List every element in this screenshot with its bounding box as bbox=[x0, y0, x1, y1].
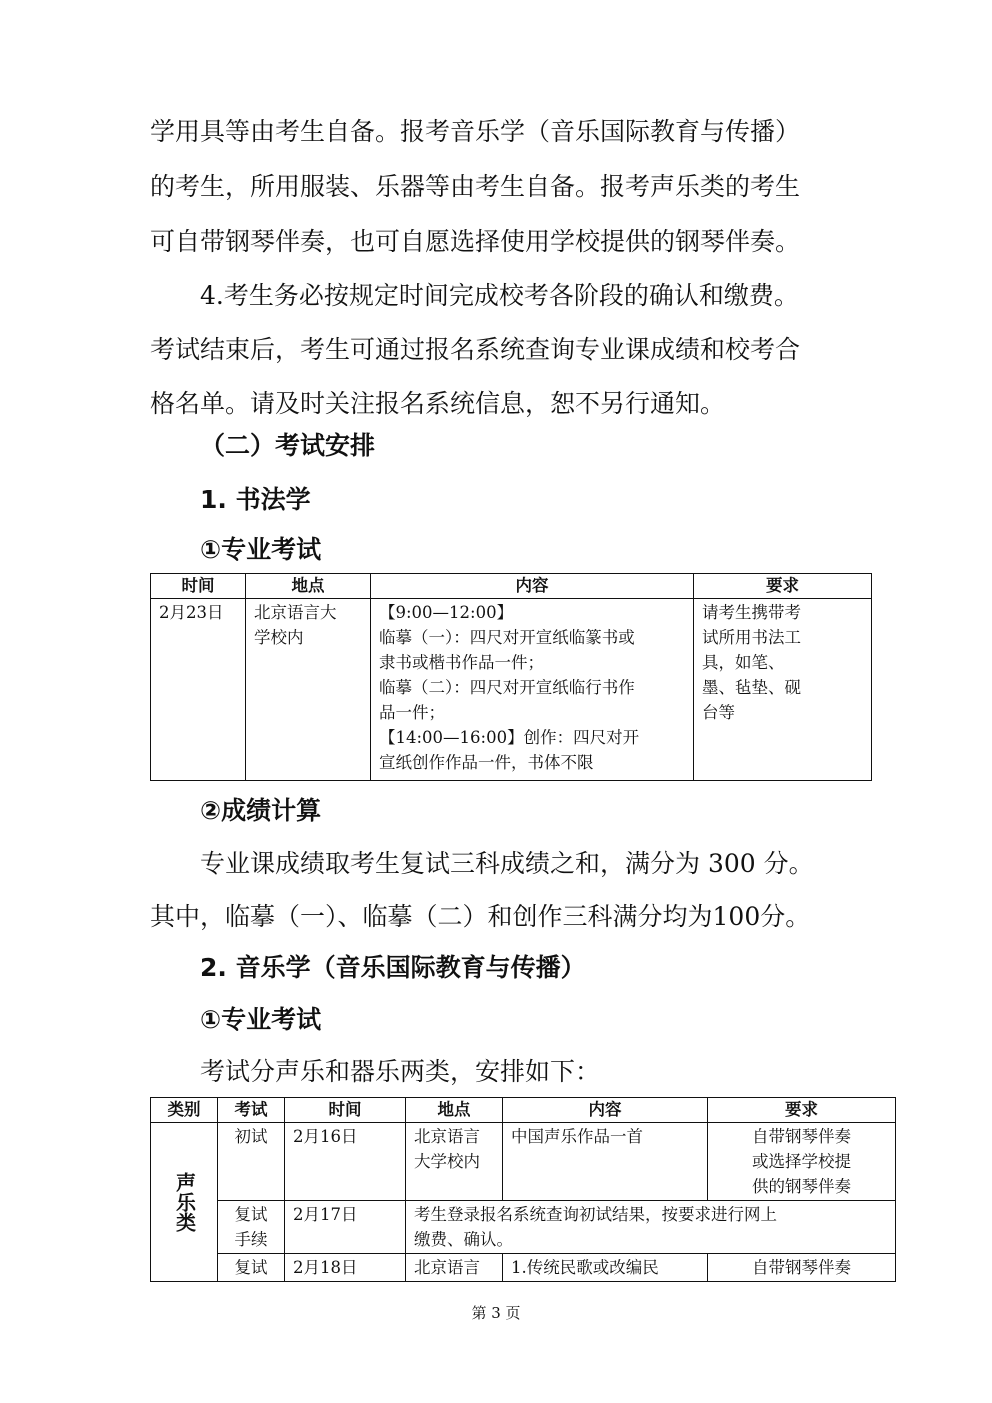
paragraph-line: 可自带钢琴伴奏，也可自愿选择使用学校提供的钢琴伴奏。 bbox=[150, 227, 801, 256]
col-header-place: 地点 bbox=[246, 574, 371, 599]
paragraph-line: 其中，临摹（一）、临摹（二）和创作三科满分均为100分。 bbox=[150, 902, 811, 931]
cell-time: 2月16日 bbox=[285, 1123, 406, 1201]
col-header-time: 时间 bbox=[285, 1098, 406, 1123]
col-header-exam: 考试 bbox=[218, 1098, 285, 1123]
paragraph-line: 格名单。请及时关注报名系统信息，恕不另行通知。 bbox=[150, 389, 726, 418]
cell-time: 2月17日 bbox=[285, 1201, 406, 1254]
cell-exam: 初试 bbox=[218, 1123, 285, 1201]
col-header-requirement: 要求 bbox=[694, 574, 872, 599]
cell-place: 北京语言大 学校内 bbox=[246, 599, 371, 781]
col-header-place: 地点 bbox=[406, 1098, 503, 1123]
cell-merged-content: 考生登录报名系统查询初试结果，按要求进行网上 缴费、确认。 bbox=[406, 1201, 896, 1254]
cell-requirement: 自带钢琴伴奏 或选择学校提 供的钢琴伴奏 bbox=[708, 1123, 896, 1201]
paragraph-line: 考试结束后，考生可通过报名系统查询专业课成绩和校考合 bbox=[150, 335, 801, 364]
heading-professional-exam: ①专业考试 bbox=[200, 1005, 322, 1034]
cell-content: 【9:00—12:00】 临摹（一）：四尺对开宣纸临篆书或 隶书或楷书作品一件； 临摹（二）：四尺对开宣纸临行书作 品一件； 【14:00—16:00】创作：四尺对开 宣纸创作作品一件，书体不限 bbox=[371, 599, 694, 781]
paragraph-line: 考试分声乐和器乐两类，安排如下： bbox=[200, 1057, 601, 1086]
table-row bbox=[151, 1201, 896, 1254]
cell-exam: 复试 bbox=[218, 1254, 285, 1282]
cell-exam: 复试 手续 bbox=[218, 1201, 285, 1254]
heading-score-calculation: ②成绩计算 bbox=[200, 796, 322, 825]
cell-time: 2月18日 bbox=[285, 1254, 406, 1282]
cell-time: 2月23日 bbox=[151, 599, 246, 781]
table-row bbox=[151, 1123, 896, 1201]
cell-requirement: 自带钢琴伴奏 bbox=[708, 1254, 896, 1282]
col-header-time: 时间 bbox=[151, 574, 246, 599]
paragraph-line: 4.考生务必按规定时间完成校考各阶段的确认和缴费。 bbox=[200, 281, 799, 310]
heading-professional-exam: ①专业考试 bbox=[200, 535, 322, 564]
cell-content: 1.传统民歌或改编民 bbox=[503, 1254, 708, 1282]
table-row bbox=[151, 1254, 896, 1282]
cell-content: 中国声乐作品一首 bbox=[503, 1123, 708, 1201]
table-header-row bbox=[151, 574, 872, 599]
col-header-category: 类别 bbox=[151, 1098, 218, 1123]
heading-calligraphy: 1. 书法学 bbox=[200, 485, 311, 514]
cell-requirement: 请考生携带考 试所用书法工 具，如笔、 墨、毡垫、砚 台等 bbox=[694, 599, 872, 781]
paragraph-line: 的考生，所用服装、乐器等由考生自备。报考声乐类的考生 bbox=[150, 172, 801, 201]
calligraphy-exam-table bbox=[150, 573, 872, 781]
heading-music: 2. 音乐学（音乐国际教育与传播） bbox=[200, 953, 586, 982]
cell-place: 北京语言 bbox=[406, 1254, 503, 1282]
cell-place: 北京语言 大学校内 bbox=[406, 1123, 503, 1201]
cell-category: 声乐类 bbox=[151, 1123, 218, 1282]
page-number: 第 3 页 bbox=[471, 1304, 521, 1322]
table-header-row bbox=[151, 1098, 896, 1123]
heading-exam-arrangement: （二）考试安排 bbox=[200, 431, 376, 460]
music-exam-table bbox=[150, 1097, 896, 1282]
table-row bbox=[151, 599, 872, 781]
paragraph-line: 专业课成绩取考生复试三科成绩之和，满分为 300 分。 bbox=[200, 849, 814, 878]
paragraph-line: 学用具等由考生自备。报考音乐学（音乐国际教育与传播） bbox=[150, 117, 801, 146]
col-header-requirement: 要求 bbox=[708, 1098, 896, 1123]
col-header-content: 内容 bbox=[503, 1098, 708, 1123]
col-header-content: 内容 bbox=[371, 574, 694, 599]
